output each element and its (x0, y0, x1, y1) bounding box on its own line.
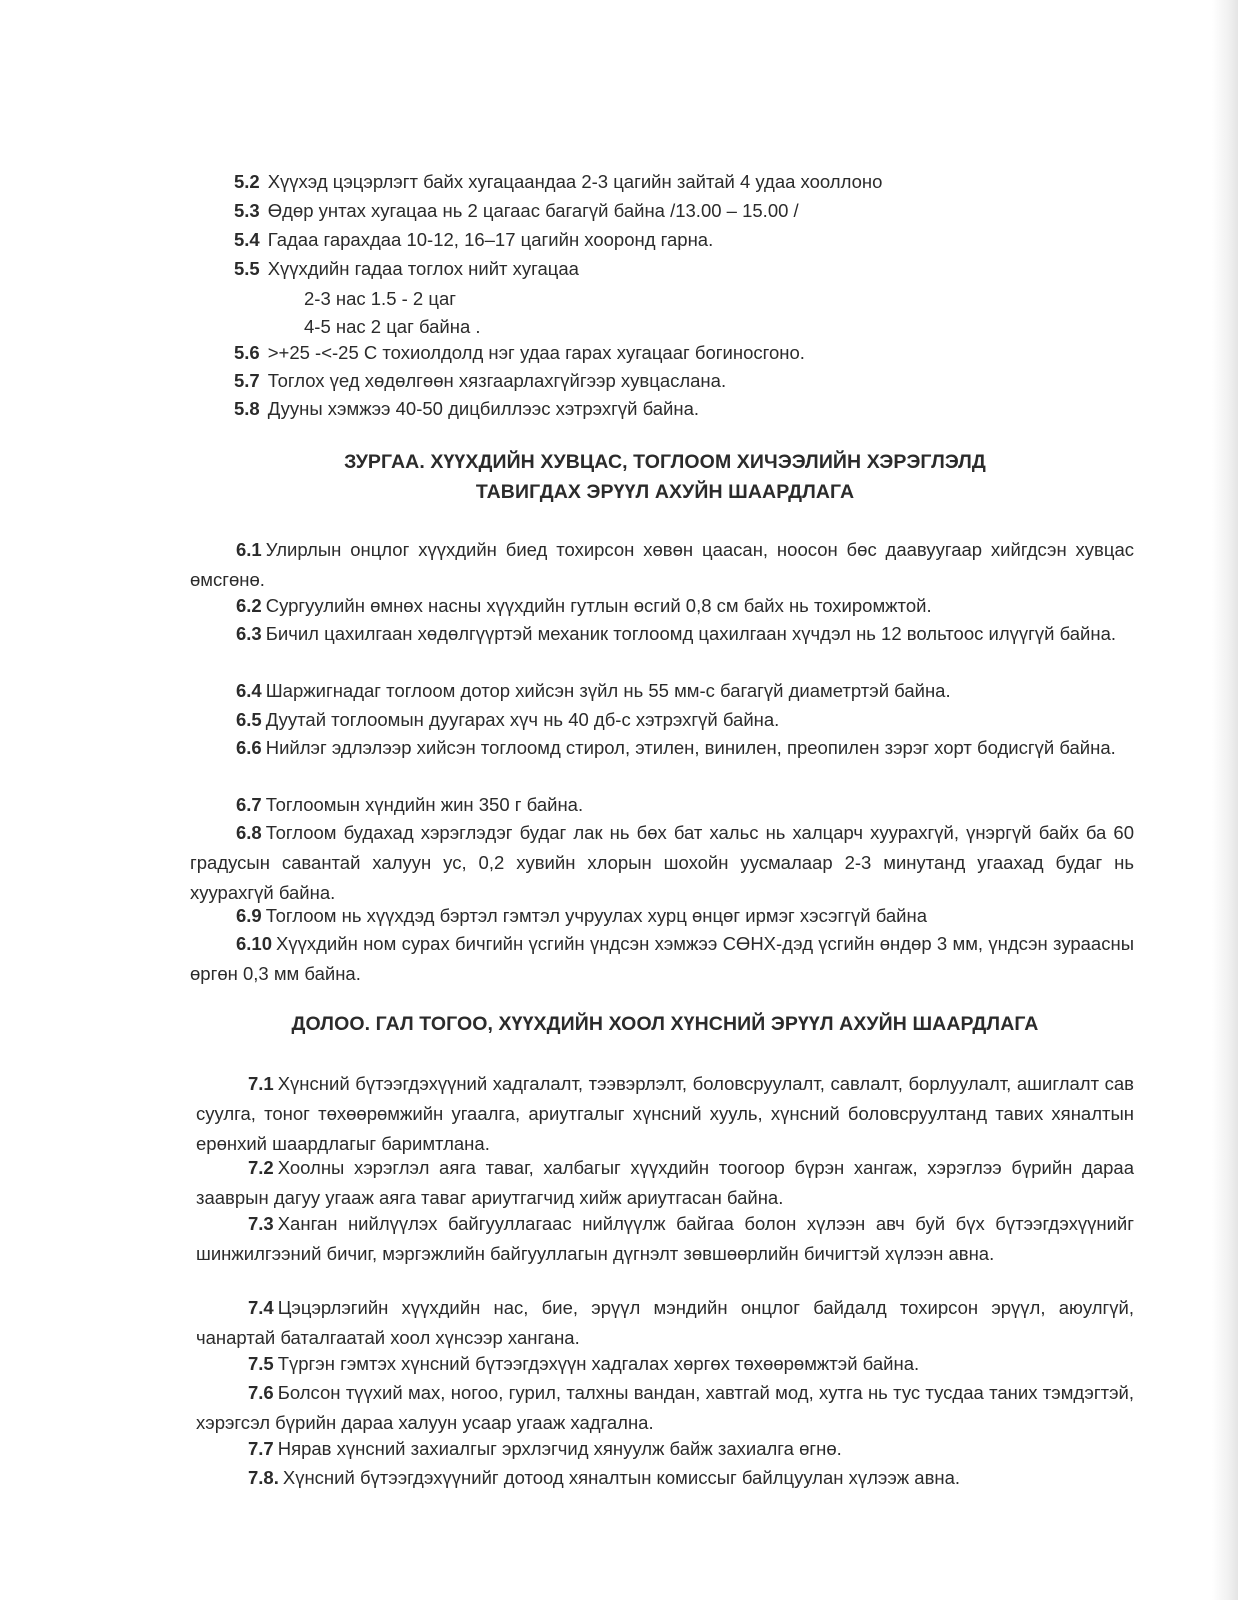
item-number: 5.8 (234, 398, 260, 419)
item-text: Хүнсний бүтээгдэхүүнийг дотоод хяналтын комиссыг байлцуулан хүлээж авна. (282, 1467, 961, 1488)
item-number: 7.4 (248, 1297, 274, 1318)
item-text: Тоглоом нь хүүхдэд бэртэл гэмтэл учруулах хурц өнцөг ирмэг хэсэггүй байна (265, 905, 928, 926)
item-text: Өдөр унтах хугацаа нь 2 цагаас багагүй байна /13.00 – 15.00 / (267, 200, 799, 221)
item-number: 5.5 (234, 258, 260, 279)
item-text: Тоглоомын хүндийн жин 350 г байна. (265, 794, 584, 815)
item-text: >+25 -<-25 С тохиолдолд нэг удаа гарах хугацааг богиносгоно. (267, 342, 805, 363)
item-text: Нийлэг эдлэлээр хийсэн тоглоомд стирол, этилен, винилен, преопилен зэрэг хорт бодисгүй байна. (265, 737, 1116, 758)
item-number: 7.7 (248, 1438, 274, 1459)
item-number: 6.3 (236, 623, 262, 644)
item-7-6 (196, 1378, 1134, 1438)
item-number: 7.3 (248, 1213, 274, 1234)
item-text: Шаржигнадаг тоглоом дотор хийсэн зүйл нь 55 мм-с багагүй диаметртэй байна. (265, 680, 951, 701)
item-number: 5.2 (234, 171, 260, 192)
item-number: 7.8. (248, 1467, 279, 1488)
item-text: Түргэн гэмтэх хүнсний бүтээгдэхүүн хадгалах хөргөх төхөөрөмжтэй байна. (277, 1353, 920, 1374)
item-number: 6.6 (236, 737, 262, 758)
item-number: 6.7 (236, 794, 262, 815)
item-6-8 (190, 818, 1134, 908)
item-7-4 (196, 1293, 1134, 1353)
item-number: 6.5 (236, 709, 262, 730)
item-number: 6.2 (236, 595, 262, 616)
item-number: 6.9 (236, 905, 262, 926)
item-7-8 (196, 1463, 1134, 1493)
item-5-8 (234, 398, 699, 420)
item-6-1 (190, 535, 1134, 595)
item-number: 5.4 (234, 229, 260, 250)
sub-item-age-2-3: 2-3 нас 1.5 - 2 цаг (304, 288, 456, 309)
item-text: Дуутай тоглоомын дуугарах хүч нь 40 дб-с хэтрэхгүй байна. (265, 709, 780, 730)
item-text: Гадаа гарахдаа 10-12, 16–17 цагийн хооронд гарна. (267, 229, 714, 250)
item-text: Цэцэрлэгийн хүүхдийн нас, бие, эрүүл мэндийн онцлог байдалд тохирсон эрүүл, аюулгүй, чанартай баталгаатай хоол хүнсээр хангана. (196, 1297, 1134, 1348)
item-6-10 (190, 929, 1134, 989)
item-6-6 (190, 733, 1134, 763)
scan-edge-shadow (1212, 0, 1238, 1600)
item-text: Улирлын онцлог хүүхдийн биед тохирсон хөвөн цаасан, ноосон бөс даавуугаар хийгдсэн хувцас өмсгөнө. (190, 539, 1134, 590)
item-7-2 (196, 1153, 1134, 1213)
item-text: Сургуулийн өмнөх насны хүүхдийн гутлын өсгий 0,8 см байх нь тохиромжтой. (265, 595, 932, 616)
section-6-heading-line-2: ТАВИГДАХ ЭРҮҮЛ АХУЙН ШААРДЛАГА (475, 481, 855, 503)
item-number: 6.1 (236, 539, 262, 560)
item-number: 7.2 (248, 1157, 274, 1178)
item-text: Нярав хүнсний захиалгыг эрхлэгчид хянуулж байж захиалга өгнө. (277, 1438, 842, 1459)
item-6-4 (190, 676, 1134, 706)
item-6-5 (190, 705, 1134, 735)
item-5-3 (234, 200, 799, 222)
item-6-2 (190, 591, 1134, 621)
item-number: 6.8 (236, 822, 262, 843)
item-number: 6.10 (236, 933, 273, 954)
item-text: Болсон түүхий мах, ногоо, гурил, талхны вандан, хавтгай мод, хутга нь тус тусдаа таних тэмдэгтэй, хэрэгсэл бүрийн дараа халуун усаар угааж хадгална. (196, 1382, 1134, 1433)
item-7-3 (196, 1209, 1134, 1269)
item-text: Хүнсний бүтээгдэхүүний хадгалалт, тээвэрлэлт, боловсруулалт, савлалт, борлуулалт, ашиглалт сав суулга, тоног төхөөрөмжийн угаалга, ариутгалыг хүнсний хууль, хүнсний боловсруултанд тавих хяналтын ерөнхий шаардлагыг баримтлана. (196, 1073, 1134, 1154)
item-number: 7.6 (248, 1382, 274, 1403)
item-text: Ханган нийлүүлэх байгууллагаас нийлүүлж байгаа болон хүлээн авч буй бүх бүтээгдэхүүнийг шинжилгээний бичиг, мэргэжлийн байгууллагын дүгнэлт зөвшөөрлийн бичигтэй хүлээн авна. (196, 1213, 1134, 1264)
item-5-4 (234, 229, 713, 251)
item-6-7 (190, 790, 1134, 820)
item-text: Хүүхдийн ном сурах бичгийн үсгийн үндсэн хэмжээ СӨНХ-дэд үсгийн өндөр 3 мм, үндсэн зураасны өргөн 0,3 мм байна. (190, 933, 1134, 984)
item-5-5 (234, 258, 579, 280)
item-number: 5.6 (234, 342, 260, 363)
item-7-1 (196, 1069, 1134, 1159)
item-text: Бичил цахилгаан хөдөлгүүртэй механик тоглоомд цахилгаан хүчдэл нь 12 вольтоос илүүгүй байна. (265, 623, 1117, 644)
item-text: Хүүхдийн гадаа тоглох нийт хугацаа (267, 258, 579, 279)
item-6-3 (190, 619, 1134, 649)
item-text: Хүүхэд цэцэрлэгт байх хугацаандаа 2-3 цагийн зайтай 4 удаа хооллоно (267, 171, 883, 192)
item-7-5 (196, 1349, 1134, 1379)
item-number: 7.1 (248, 1073, 274, 1094)
section-6-heading-line-1: ЗУРГАА. ХҮҮХДИЙН ХУВЦАС, ТОГЛООМ ХИЧЭЭЛИЙН ХЭРЭГЛЭЛД (344, 451, 986, 473)
item-6-9 (190, 901, 1134, 931)
item-number: 5.7 (234, 370, 260, 391)
item-number: 7.5 (248, 1353, 274, 1374)
item-7-7 (196, 1434, 1134, 1464)
item-5-6 (234, 342, 805, 364)
sub-item-age-4-5: 4-5 нас 2 цаг байна . (304, 316, 481, 337)
item-5-7 (234, 370, 726, 392)
item-text: Тоглох үед хөдөлгөөн хязгаарлахгүйгээр хувцаслана. (267, 370, 727, 391)
item-number: 6.4 (236, 680, 262, 701)
item-text: Тоглоом будахад хэрэглэдэг будаг лак нь бөх бат хальс нь халцарч хуурахгүй, үнэргүй байх ба 60 градусын савантай халуун ус, 0,2 хувийн хлорын шохойн уусмалаар 2-3 минутанд угаахад будаг нь хуурахгүй байна. (190, 822, 1134, 903)
item-text: Дууны хэмжээ 40-50 дицбиллээс хэтрэхгүй байна. (267, 398, 700, 419)
item-5-2 (234, 171, 882, 193)
item-number: 5.3 (234, 200, 260, 221)
item-text: Хоолны хэрэглэл аяга таваг, халбагыг хүүхдийн тоогоор бүрэн хангаж, хэрэглээ бүрийн дараа зааврын дагуу угааж аяга таваг ариутгагчид хийж ариутгасан байна. (196, 1157, 1134, 1208)
section-7-heading: ДОЛОО. ГАЛ ТОГОО, ХҮҮХДИЙН ХООЛ ХҮНСНИЙ ЭРҮҮЛ АХУЙН ШААРДЛАГА (291, 1013, 1039, 1035)
